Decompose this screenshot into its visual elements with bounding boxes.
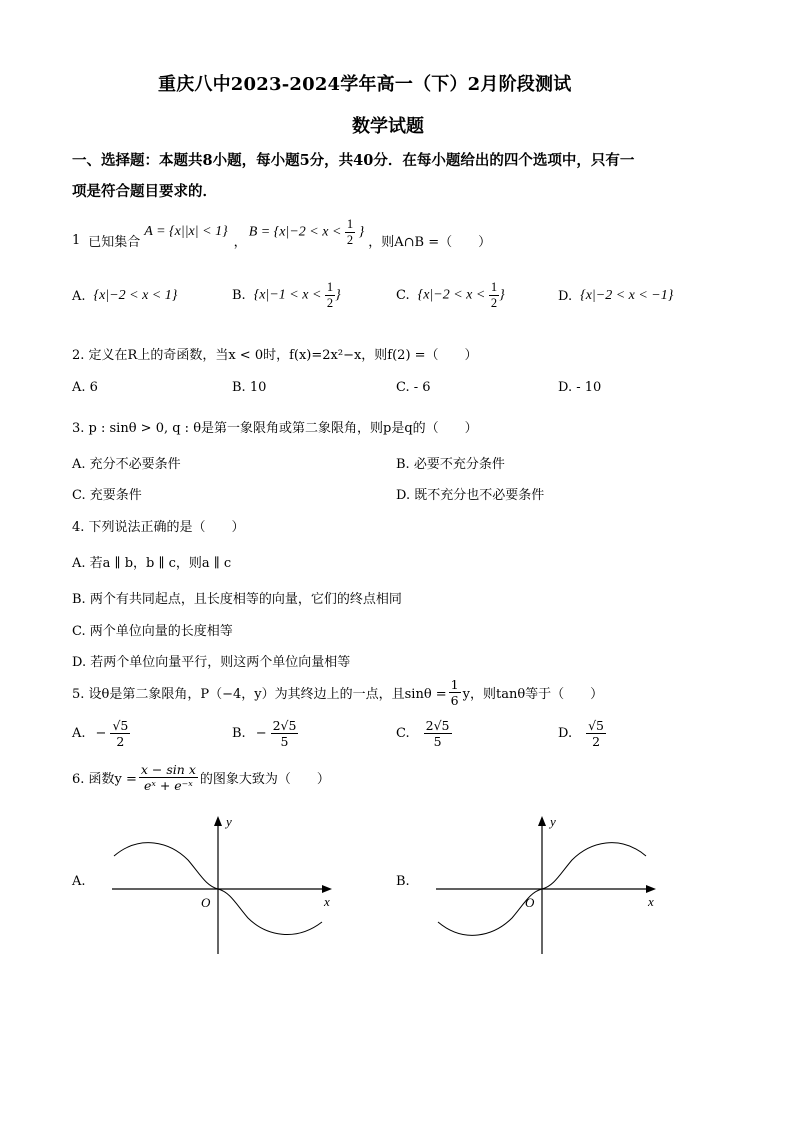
q6-option-b-graph[interactable] [424,812,664,957]
q5-option-b[interactable]: B. − $\frac{2√5}{5}$ [232,718,297,749]
question-2: 2. 定义在R上的奇函数，当x < 0时，f(x)=2x²−x，则f(2) =（ ） [72,348,478,363]
q2-option-b[interactable]: B. 10 [232,380,267,395]
y-axis-arrow [538,816,546,826]
q3-option-c[interactable]: C. 充要条件 [72,488,142,503]
q5-option-a[interactable]: A. − $\frac{√5}{2}$ [72,718,129,749]
q3-option-a[interactable]: A. 充分不必要条件 [72,457,181,472]
q6-option-b-label[interactable]: B. [396,874,410,889]
x-axis-arrow [322,885,332,893]
q2-option-d[interactable]: D. - 10 [558,380,602,395]
q1-option-d-text: {x|−2 < x < −1} [580,288,674,303]
origin-label: O [525,895,535,910]
q4-option-a[interactable]: A. 若a ∥ b，b ∥ c，则a ∥ c [72,556,232,571]
q6-option-a-graph[interactable] [100,812,340,957]
question-1-set-a: A = {x||x| < 1} [144,224,228,239]
q4-option-c[interactable]: C. 两个单位向量的长度相等 [72,624,233,639]
question-1-number: 1 [72,232,81,248]
question-1-suffix: ，则A∩B =（ ） [368,234,492,250]
q6-option-a-label[interactable]: A. [72,874,86,889]
question-1-set-b: B = {x|−2 < x < $\frac{1}{2}$ } [248,216,365,247]
q2-option-a[interactable]: A. 6 [72,380,98,395]
q5-option-d[interactable]: D. $\frac{√5}{2}$ [558,718,605,749]
q1-option-a[interactable]: A. {x|−2 < x < 1} [72,288,178,304]
page-title: 重庆八中2023-2024学年高一（下）2月阶段测试 [158,74,572,95]
section-heading-line1: 一、选择题：本题共8小题，每小题5分，共40分．在每小题给出的四个选项中，只有一 [72,152,635,169]
q1-option-c-text: {x|−2 < x < $\frac{1}{2}$ } [417,280,505,310]
q4-option-d[interactable]: D. 若两个单位向量平行，则这两个单位向量相等 [72,655,351,670]
question-5: 5. 设θ是第二象限角，P（−4，y）为其终边上的一点，且sinθ = $\frac{1}{6}$ y，则tanθ等于（ ） [72,677,604,708]
page-subtitle: 数学试题 [352,116,424,137]
y-axis-label: y [550,814,556,829]
q1-option-b[interactable]: B. {x|−1 < x < $\frac{1}{2}$ } [232,280,341,310]
q1-option-d[interactable]: D. {x|−2 < x < −1} [558,288,674,304]
q2-option-c[interactable]: C. - 6 [396,380,431,395]
q1-option-a-text: {x|−2 < x < 1} [93,288,178,303]
q3-option-d[interactable]: D. 既不充分也不必要条件 [396,488,545,503]
question-1: 1 已知集合 A = {x||x| < 1} ， B = {x|−2 < x < $\frac{1}{2}$ } ，则A∩B =（ ） [72,216,492,250]
q1-option-c[interactable]: C. {x|−2 < x < $\frac{1}{2}$ } [396,280,505,310]
x-axis-label: x [648,894,654,909]
question-1-prefix: 已知集合 [88,234,141,250]
x-axis-arrow [646,885,656,893]
q1-option-b-text: {x|−1 < x < $\frac{1}{2}$ } [253,280,341,310]
q3-option-b[interactable]: B. 必要不充分条件 [396,457,505,472]
y-axis-arrow [214,816,222,826]
section-heading-line2: 项是符合题目要求的． [72,183,217,200]
y-axis-label: y [226,814,232,829]
question-6: 6. 函数y = $\frac{\text{x − sin x}}{\text{eˣ + e⁻ˣ}}$ 的图象大致为（ ） [72,762,330,793]
q5-option-c[interactable]: C. $\frac{2√5}{5}$ [396,718,450,749]
question-3: 3. p : sinθ > 0, q : θ是第一象限角或第二象限角，则p是q的（ ） [72,421,478,436]
x-axis-label: x [324,894,330,909]
question-4: 4. 下列说法正确的是（ ） [72,520,245,535]
origin-label: O [201,895,211,910]
q4-option-b[interactable]: B. 两个有共同起点，且长度相等的向量，它们的终点相同 [72,592,402,607]
